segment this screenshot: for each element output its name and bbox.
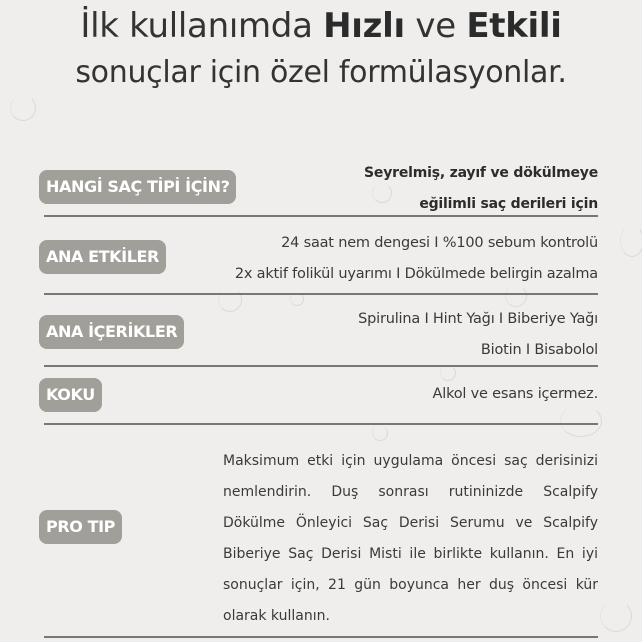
- headline-emphasis-effective: Etkili: [466, 6, 562, 46]
- droplet-decoration: [372, 425, 388, 441]
- value-scent: [433, 379, 598, 410]
- divider: [44, 365, 598, 367]
- droplet-decoration: [620, 225, 642, 257]
- divider: [44, 423, 598, 425]
- droplet-decoration: [218, 288, 242, 312]
- headline-emphasis-fast: Hızlı: [323, 6, 405, 46]
- value-pro-tip: Maksimum etki için uygulama öncesi saç derisinizi nemlendirin. Duş sonrası rutininizde Scalpify Dökülme Önleyici Saç Derisi Serumu ve Scalpify Biberiye Saç Derisi Misti ile birlikte kullanın. En iyi sonuçlar için, 21 gün boyunca her duş öncesi kür olarak kullanın.: [223, 453, 598, 624]
- value-line: eğilimli saç derileri için: [419, 196, 598, 212]
- label-main-ingredients: ANA İÇERİKLER: [39, 315, 184, 349]
- value-line: 2x aktif folikül uyarımı I Dökülmede belirgin azalma: [234, 266, 598, 282]
- label-hair-type: HANGİ SAÇ TİPİ İÇİN?: [39, 170, 236, 204]
- droplet-decoration: [10, 95, 36, 121]
- headline-line-1: [0, 6, 642, 46]
- label-main-effects: ANA ETKİLER: [39, 240, 166, 274]
- headline-text: İlk kullanımda: [80, 6, 324, 46]
- headline-text: ve: [404, 6, 467, 46]
- divider: [44, 636, 598, 638]
- value-line: Biotin I Bisabolol: [480, 342, 598, 358]
- droplet-decoration: [600, 600, 632, 632]
- label-pro-tip: PRO TIP: [39, 510, 122, 544]
- value-main-effects: [235, 228, 598, 290]
- value-line: 24 saat nem dengesi I %100 sebum kontrolü: [281, 235, 598, 251]
- value-hair-type: [364, 158, 598, 220]
- value-line: Alkol ve esans içermez.: [432, 386, 598, 402]
- value-main-ingredients: [358, 304, 598, 366]
- label-scent: KOKU: [39, 378, 102, 412]
- value-line: Seyrelmiş, zayıf ve dökülmeye: [364, 165, 598, 181]
- headline-line-2: sonuçlar için özel formülasyonlar.: [75, 55, 567, 90]
- value-line: Spirulina I Hint Yağı I Biberiye Yağı: [358, 311, 598, 327]
- divider: [44, 293, 598, 295]
- divider: [44, 215, 598, 217]
